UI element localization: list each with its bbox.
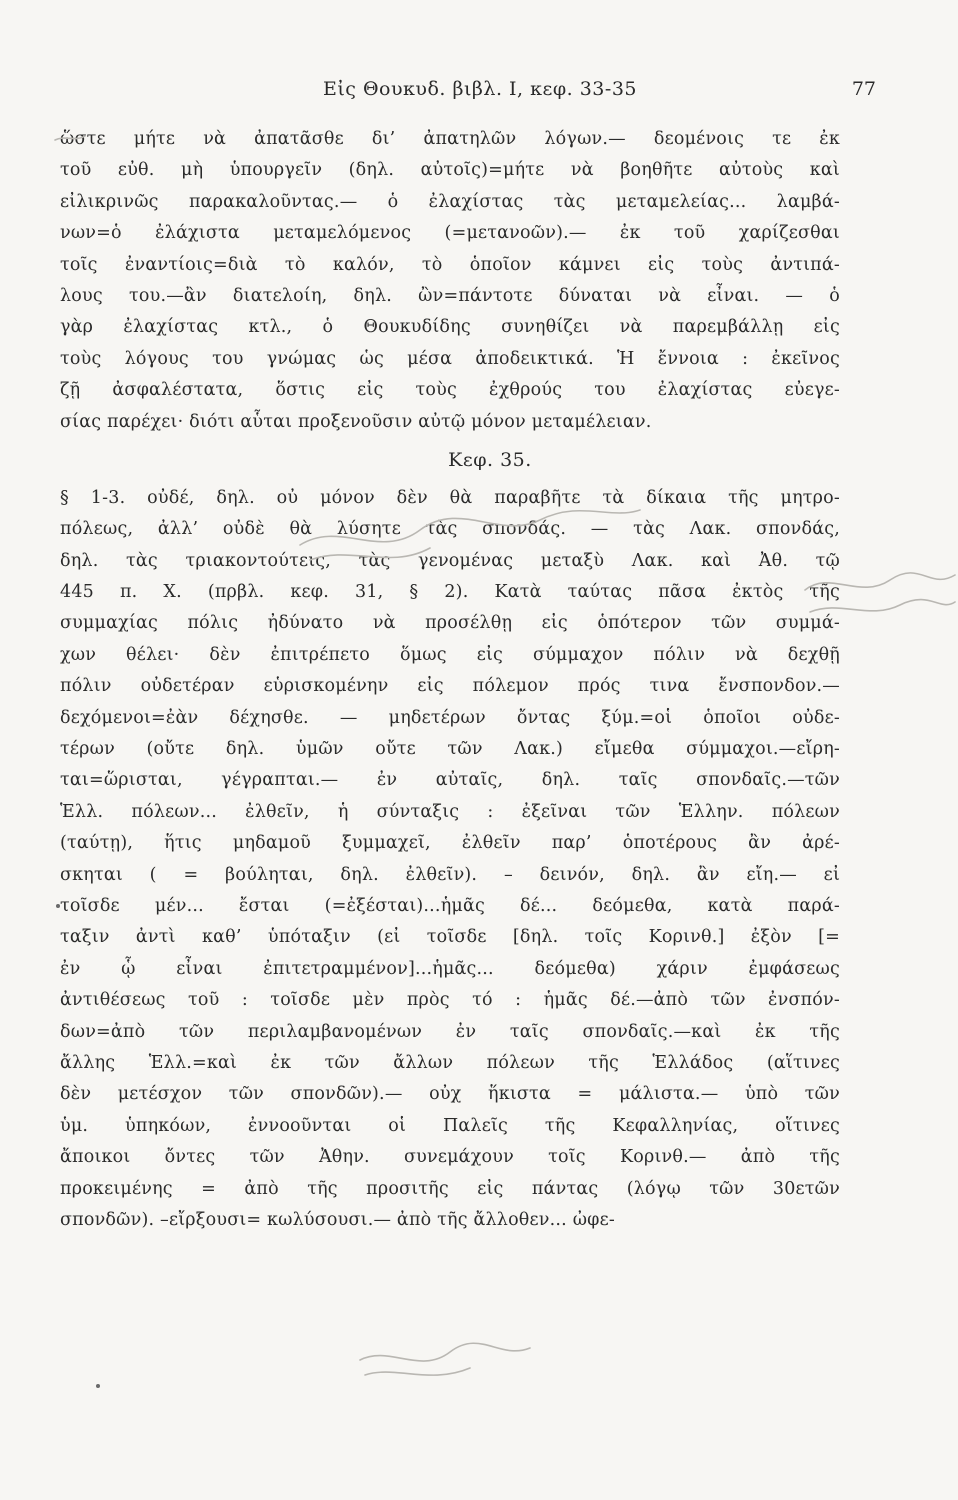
text-line: τέρων (οὔτε δηλ. ὑμῶν οὔτε τῶν Λακ.) εἴμεθα σύμμαχοι.—εἴρη-: [60, 739, 840, 760]
paragraph-notes-ch34: [60, 124, 840, 438]
text-line: ζῇ ἀσφαλέστατα, ὅστις εἰς τοὺς ἐχθρούς του ἐλαχίστας εὐεγε-: [60, 380, 840, 401]
text-line: τοῖς ἐναντίοις=διὰ τὸ καλόν, τὸ ὁποῖον κάμνει εἰς τοὺς ἀντιπά-: [60, 254, 840, 275]
ink-dot: [96, 1384, 100, 1388]
text-line: ὑμ. ὑπηκόων, ἐννοοῦνται οἱ Παλεῖς τῆς Κεφαλληνίας, οἵτινες: [60, 1115, 840, 1136]
text-line: δὲν μετέσχον τῶν σπονδῶν).— οὐχ ἥκιστα = μάλιστα.— ὑπὸ τῶν: [60, 1084, 840, 1105]
text-line: Ἑλλ. πόλεων... ἐλθεῖν, ἡ σύνταξις : ἐξεῖναι τῶν Ἑλλην. πόλεων: [60, 801, 840, 822]
text-line: νων=ὁ ἐλάχιστα μεταμελόμενος (=μετανοῶν).— ἐκ τοῦ χαρίζεσθαι: [60, 223, 840, 244]
text-line: 445 π. Χ. (πρβλ. κεφ. 31, § 2). Κατὰ ταύτας πᾶσα ἐκτὸς τῆς: [60, 582, 840, 603]
section-heading-text: Κεφ. 35.: [448, 448, 532, 471]
text-line: (ταύτῃ), ἥτις μηδαμοῦ ξυμμαχεῖ, ἐλθεῖν παρ’ ὁποτέρους ἂν ἀρέ-: [60, 833, 840, 854]
text-line: σπονδῶν). –εἴρξουσι= κωλύσουσι.— ἀπὸ τῆς ἄλλοθεν... ὠφε-: [60, 1209, 615, 1230]
text-line: ἀντιθέσεως τοῦ : τοῖσδε μὲν πρὸς τό : ἡμᾶς δέ.—ἀπὸ τῶν ἐνσπόν-: [60, 990, 840, 1011]
text-line: ἄποικοι ὄντες τῶν Ἀθην. συνεμάχουν τοῖς Κορινθ.— ἀπὸ τῆς: [60, 1147, 840, 1168]
text-line: § 1-3. οὐδέ, δηλ. οὐ μόνον δὲν θὰ παραβῆτε τὰ δίκαια τῆς μητρο-: [60, 487, 840, 508]
text-line: σκηται ( = βούληται, δηλ. ἐλθεῖν). – δεινόν, δηλ. ἂν εἴη.— εἰ: [60, 864, 840, 885]
text-line: δεχόμενοι=ἐὰν δέχησθε. — μηδετέρων ὄντας ξύμ.=οἱ ὁποῖοι οὐδε-: [60, 707, 840, 728]
text-line: λους του.—ἂν διατελοίη, δηλ. ὢν=πάντοτε δύναται νὰ εἶναι. — ὁ: [60, 285, 840, 306]
text-line: γὰρ ἐλαχίστας κτλ., ὁ Θουκυδίδης συνηθίζει νὰ παρεμβάλλῃ εἰς: [60, 317, 840, 338]
text-line: τοῦ εὐθ. μὴ ὑπουργεῖν (δηλ. αὐτοῖς)=μήτε νὰ βοηθῆτε αὐτοὺς καὶ: [60, 160, 840, 181]
text-line: τοῖσδε μέν... ἔσται (=ἐξέσται)...ἡμᾶς δέ... δεόμεθα, κατὰ παρά-: [60, 895, 840, 916]
section-heading: [60, 438, 840, 483]
text-line: τοὺς λόγους του γνώμας ὡς μέσα ἀποδεικτικά. Ἡ ἔννοια : ἐκεῖνος: [60, 348, 840, 369]
text-line: ταξιν ἀντὶ καθ’ ὑπόταξιν (εἰ τοῖσδε [δηλ. τοῖς Κορινθ.] ἐξὸν [=: [60, 927, 840, 948]
text-line: δηλ. τὰς τριακοντούτεις, τὰς γενομένας μεταξὺ Λακ. καὶ Ἀθ. τῷ: [60, 550, 840, 571]
page-header: [60, 78, 900, 108]
text-line: ται=ὥρισται, γέγραπται.— ἐν αὐταῖς, δηλ. ταῖς σπονδαῖς.—τῶν: [60, 770, 840, 791]
page-number: 77: [851, 78, 876, 100]
commentary-text: [60, 124, 840, 1236]
running-title: Εἰς Θουκυδ. βιβλ. Ι, κεφ. 33-35: [322, 78, 637, 100]
text-line: συμμαχίας πόλις ἠδύνατο νὰ προσέλθῃ εἰς ὁπότερον τῶν συμμά-: [60, 613, 840, 634]
paragraph-notes-ch35: [60, 483, 840, 1236]
text-line: πόλεως, ἀλλ’ οὐδὲ θὰ λύσητε τὰς σπονδάς. — τὰς Λακ. σπονδάς,: [60, 519, 840, 540]
text-line: ἐν ᾧ εἶναι ἐπιτετραμμένον]...ἡμᾶς... δεόμεθα) χάριν ἐμφάσεως: [60, 958, 840, 979]
text-line: σίας παρέχει· διότι αὗται προξενοῦσιν αὐτῷ μόνον μεταμέλειαν.: [60, 411, 652, 432]
text-line: δων=ἀπὸ τῶν περιλαμβανομένων ἐν ταῖς σπονδαῖς.—καὶ ἐκ τῆς: [60, 1021, 840, 1042]
text-line: χων θέλει· δὲν ἐπιτρέπετο ὅμως εἰς σύμμαχον πόλιν νὰ δεχθῇ: [60, 644, 840, 665]
text-line: ὥστε μήτε νὰ ἀπατᾶσθε δι’ ἀπατηλῶν λόγων.— δεομένοις τε ἐκ: [60, 129, 840, 149]
text-line: ἄλλης Ἑλλ.=καὶ ἐκ τῶν ἄλλων πόλεων τῆς Ἑλλάδος (αἵτινες: [60, 1052, 840, 1073]
text-line: πόλιν οὐδετέραν εὑρισκομένην εἰς πόλεμον πρός τινα ἔνσπονδον.—: [60, 676, 840, 697]
text-line: προκειμένης = ἀπὸ τῆς προσιτῆς εἰς πάντας (λόγῳ τῶν 30ετῶν: [60, 1178, 840, 1199]
ink-dot: [56, 904, 60, 908]
text-line: εἰλικρινῶς παρακαλοῦντας.— ὁ ἐλαχίστας τὰς μεταμελείας... λαμβά-: [60, 191, 840, 212]
